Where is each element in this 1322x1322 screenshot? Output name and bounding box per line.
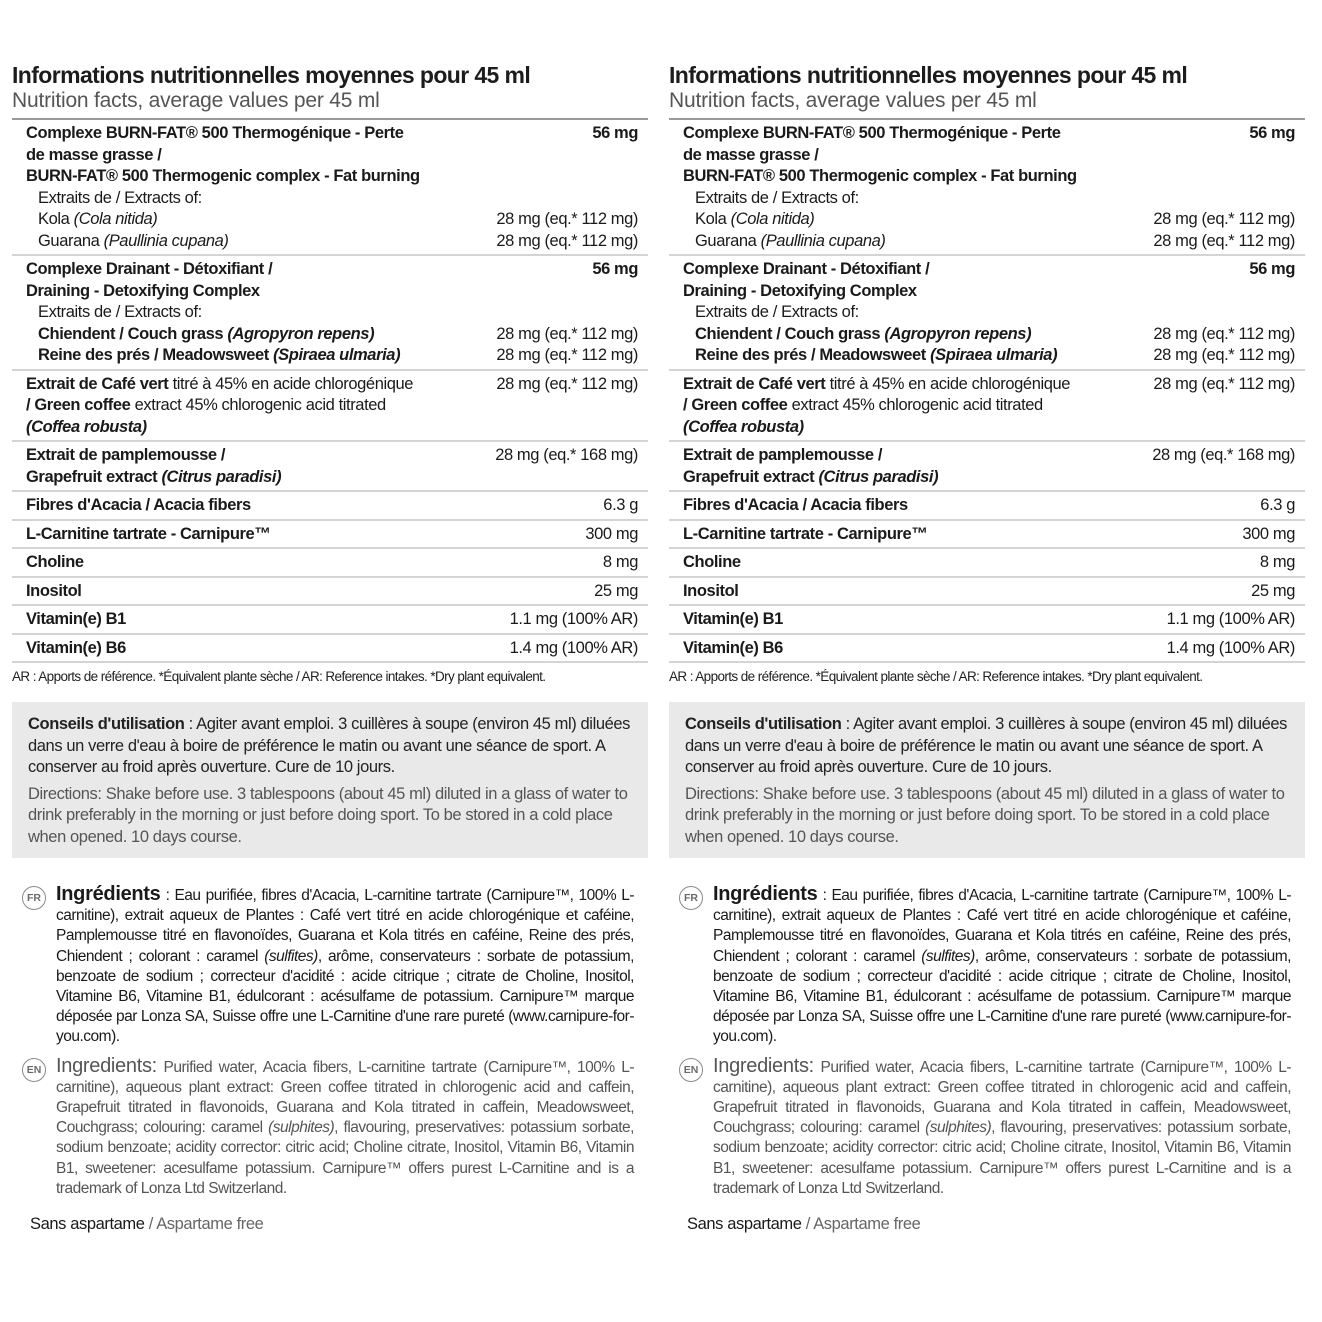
aspartame-free-note: Sans aspartame / Aspartame free bbox=[30, 1215, 264, 1234]
row-grapefruit: Extrait de pamplemousse / Grapefruit extract (Citrus paradisi) 28 mg (eq.* 168 mg) bbox=[669, 442, 1305, 492]
row-acacia: Fibres d'Acacia / Acacia fibers 6.3 g bbox=[12, 492, 648, 521]
fr-badge-icon: FR bbox=[22, 886, 46, 910]
row-burn-fat-complex: Complexe BURN-FAT® 500 Thermogénique - Perte de masse grasse / BURN-FAT® 500 Thermogenic complex - Fat burning Extraits de / Extracts of: Kola (Cola nitida) Guarana (Paullinia cupana) 56 mg 28 mg (eq.* 112 mg) 28 mg (eq.* 112 mg) bbox=[669, 120, 1305, 256]
row-inositol: Inositol 25 mg bbox=[12, 578, 648, 607]
nutrition-subtitle: Nutrition facts, average values per 45 ml bbox=[669, 89, 1037, 112]
nutrition-table bbox=[12, 118, 648, 663]
value-burn-fat-total: 56 mg bbox=[592, 124, 638, 142]
row-carnitine: L-Carnitine tartrate - Carnipure™ 300 mg bbox=[12, 521, 648, 550]
row-carnitine: L-Carnitine tartrate - Carnipure™ 300 mg bbox=[669, 521, 1305, 550]
directions-box: Conseils d'utilisation : Agiter avant emploi. 3 cuillères à soupe (environ 45 ml) diluées dans un verre d'eau à boire de préférence le matin ou avant une séance de sport. A conserver au froid après ouverture. Cure de 10 jours. Directions: Shake before use. 3 tablespoons (about 45 ml) diluted in a glass of water to drink preferably in the morning or just before doing sport. To be stored in a cold place when opened. 10 days course. bbox=[669, 702, 1305, 858]
ingredients-en: EN Ingredients: Purified water, Acacia fibers, L-carnitine tartrate (Carnipure™, 100% L-carnitine), aqueous plant extract: Green coffee titrated in chlorogenic acid and caffein, Grapefruit titrated in flavonoids, Guarana and Kola titrated in caffein, Meadowsweet, Couchgrass; colouring: caramel (sulphites), flavouring, preservatives: potassium sorbate, sodium benzoate; acidity corrector: citric acid; Choline citrate, Inositol, Vitamin B6, Vitamin B1, sweetener: acesulfame potassium. Carnipure™ offers purest L-Carnitine and is a trademark of Lonza Ltd Switzerland. bbox=[12, 1056, 648, 1199]
row-vitamin-b6: Vitamin(e) B6 1.4 mg (100% AR) bbox=[12, 635, 648, 664]
aspartame-free-note: Sans aspartame / Aspartame free bbox=[687, 1215, 921, 1234]
row-grapefruit: Extrait de pamplemousse / Grapefruit extract (Citrus paradisi) 28 mg (eq.* 168 mg) bbox=[12, 442, 648, 492]
nutrition-subtitle: Nutrition facts, average values per 45 ml bbox=[12, 89, 380, 112]
row-draining-complex: Complexe Drainant - Détoxifiant / Draining - Detoxifying Complex Extraits de / Extracts of: Chiendent / Couch grass (Agropyron repens) Reine des prés / Meadowsweet (Spiraea ulmaria) 56 mg 28 mg (eq.* 112 mg) 28 mg (eq.* 112 mg) bbox=[12, 256, 648, 371]
ingredients-en: EN Ingredients: Purified water, Acacia fibers, L-carnitine tartrate (Carnipure™, 100% L-carnitine), aqueous plant extract: Green coffee titrated in chlorogenic acid and caffein, Grapefruit titrated in flavonoids, Guarana and Kola titrated in caffein, Meadowsweet, Couchgrass; colouring: caramel (sulphites), flavouring, preservatives: potassium sorbate, sodium benzoate; acidity corrector: citric acid; Choline citrate, Inositol, Vitamin B6, Vitamin B1, sweetener: acesulfame potassium. Carnipure™ offers purest L-Carnitine and is a trademark of Lonza Ltd Switzerland. bbox=[669, 1056, 1305, 1199]
label-panel-left bbox=[12, 62, 648, 1234]
row-vitamin-b6: Vitamin(e) B6 1.4 mg (100% AR) bbox=[669, 635, 1305, 664]
en-badge-icon: EN bbox=[22, 1058, 46, 1082]
reference-footnote: AR : Apports de référence. *Équivalent plante sèche / AR: Reference intakes. *Dry plant equivalent. bbox=[12, 669, 546, 684]
nutrition-table bbox=[669, 118, 1305, 663]
fr-badge-icon: FR bbox=[679, 886, 703, 910]
row-inositol: Inositol 25 mg bbox=[669, 578, 1305, 607]
en-badge-icon: EN bbox=[679, 1058, 703, 1082]
reference-footnote: AR : Apports de référence. *Équivalent plante sèche / AR: Reference intakes. *Dry plant equivalent. bbox=[669, 669, 1203, 684]
row-vitamin-b1: Vitamin(e) B1 1.1 mg (100% AR) bbox=[12, 606, 648, 635]
row-green-coffee: Extrait de Café vert titré à 45% en acide chlorogénique / Green coffee extract 45% chlorogenic acid titrated (Coffea robusta) 28 mg (eq.* 112 mg) bbox=[12, 371, 648, 443]
directions-box: Conseils d'utilisation : Agiter avant emploi. 3 cuillères à soupe (environ 45 ml) diluées dans un verre d'eau à boire de préférence le matin ou avant une séance de sport. A conserver au froid après ouverture. Cure de 10 jours. Directions: Shake before use. 3 tablespoons (about 45 ml) diluted in a glass of water to drink preferably in the morning or just before doing sport. To be stored in a cold place when opened. 10 days course. bbox=[12, 702, 648, 858]
row-acacia: Fibres d'Acacia / Acacia fibers 6.3 g bbox=[669, 492, 1305, 521]
value-burn-fat-total: 56 mg bbox=[1249, 124, 1295, 142]
row-burn-fat-complex: Complexe BURN-FAT® 500 Thermogénique - Perte de masse grasse / BURN-FAT® 500 Thermogenic complex - Fat burning Extraits de / Extracts of: Kola (Cola nitida) Guarana (Paullinia cupana) 56 mg 28 mg (eq.* 112 mg) 28 mg (eq.* 112 mg) bbox=[12, 120, 648, 256]
ingredients-fr: FR Ingrédients : Eau purifiée, fibres d'Acacia, L-carnitine tartrate (Carnipure™, 100% L-carnitine), extrait aqueux de Plantes : Café vert titré en acide chlorogénique et caféine, Pamplemousse titré en flavonoïdes, Guarana et Kola titrés en caféine, Reine des prés, Chiendent ; colorant : caramel (sulfites), arôme, conservateurs : sorbate de potassium, benzoate de sodium ; correcteur d'acidité : acide citrique ; citrate de Choline, Inositol, Vitamine B6, Vitamine B1, édulcorant : acésulfame de potassium. Carnipure™ marque déposée par Lonza SA, Suisse offre une L-Carnitine d'une rare pureté (www.carnipure-for-you.com). bbox=[12, 884, 648, 1048]
row-green-coffee: Extrait de Café vert titré à 45% en acide chlorogénique / Green coffee extract 45% chlorogenic acid titrated (Coffea robusta) 28 mg (eq.* 112 mg) bbox=[669, 371, 1305, 443]
row-vitamin-b1: Vitamin(e) B1 1.1 mg (100% AR) bbox=[669, 606, 1305, 635]
nutrition-title: Informations nutritionnelles moyennes pour 45 ml bbox=[12, 62, 531, 88]
row-choline: Choline 8 mg bbox=[669, 549, 1305, 578]
row-choline: Choline 8 mg bbox=[12, 549, 648, 578]
row-draining-complex: Complexe Drainant - Détoxifiant / Draining - Detoxifying Complex Extraits de / Extracts of: Chiendent / Couch grass (Agropyron repens) Reine des prés / Meadowsweet (Spiraea ulmaria) 56 mg 28 mg (eq.* 112 mg) 28 mg (eq.* 112 mg) bbox=[669, 256, 1305, 371]
label-panel-right bbox=[669, 62, 1305, 1234]
nutrition-title: Informations nutritionnelles moyennes pour 45 ml bbox=[669, 62, 1188, 88]
ingredients-fr: FR Ingrédients : Eau purifiée, fibres d'Acacia, L-carnitine tartrate (Carnipure™, 100% L-carnitine), extrait aqueux de Plantes : Café vert titré en acide chlorogénique et caféine, Pamplemousse titré en flavonoïdes, Guarana et Kola titrés en caféine, Reine des prés, Chiendent ; colorant : caramel (sulfites), arôme, conservateurs : sorbate de potassium, benzoate de sodium ; correcteur d'acidité : acide citrique ; citrate de Choline, Inositol, Vitamine B6, Vitamine B1, édulcorant : acésulfame de potassium. Carnipure™ marque déposée par Lonza SA, Suisse offre une L-Carnitine d'une rare pureté (www.carnipure-for-you.com). bbox=[669, 884, 1305, 1048]
